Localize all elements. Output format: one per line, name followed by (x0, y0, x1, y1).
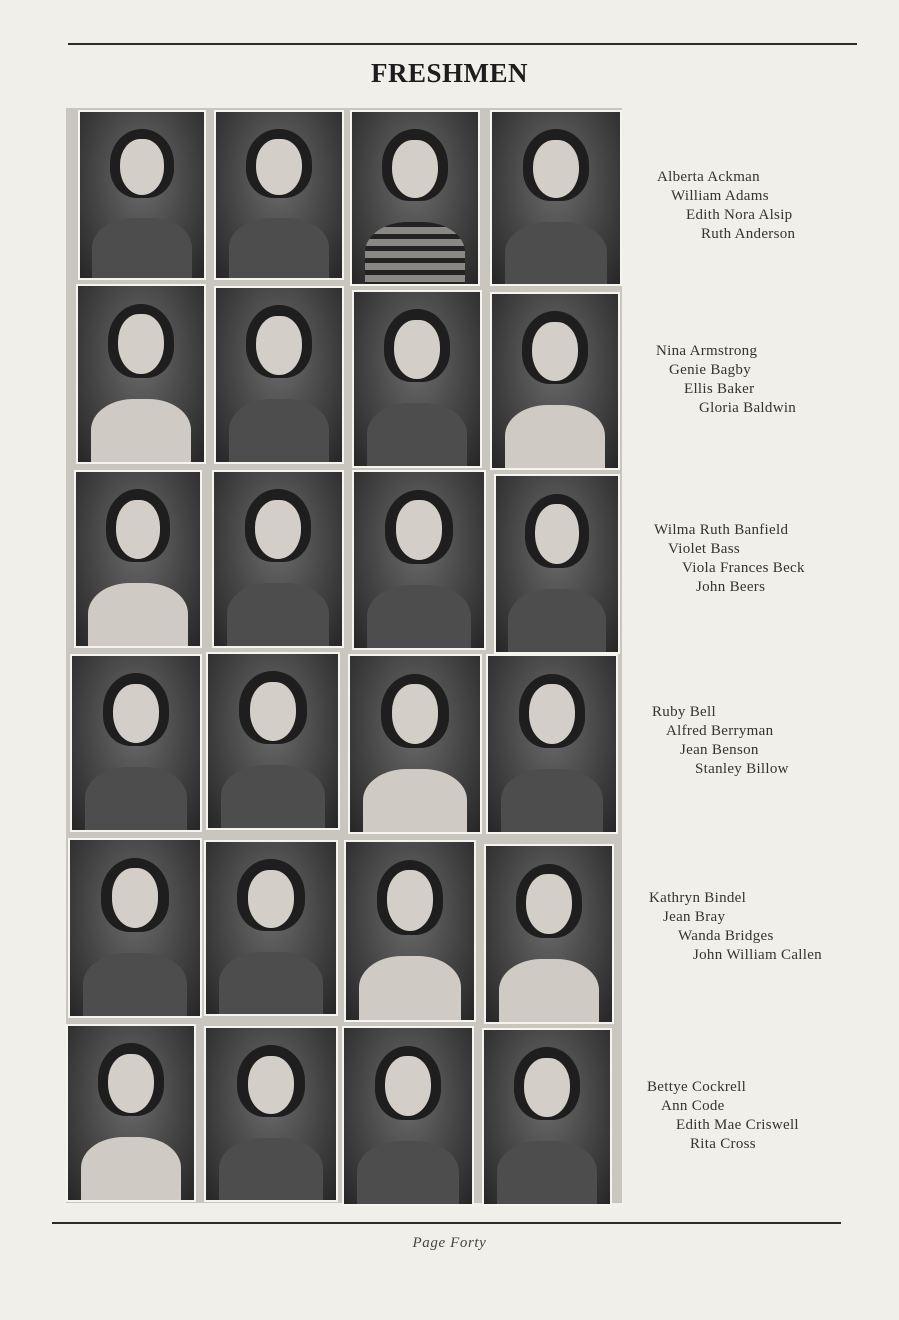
student-photo (216, 112, 342, 278)
student-name: Jean Bray (663, 909, 726, 925)
student-name: Wilma Ruth Banfield (654, 522, 789, 538)
student-photo (354, 292, 480, 466)
student-name: Kathryn Bindel (649, 890, 747, 906)
student-photo (486, 846, 612, 1022)
top-rule (68, 43, 857, 45)
student-name: Alfred Berryman (666, 723, 774, 739)
student-photo (214, 472, 342, 646)
student-name: Ann Code (661, 1098, 725, 1114)
student-photo (492, 294, 618, 468)
student-photo (72, 656, 200, 830)
student-name: Ellis Baker (684, 381, 755, 397)
student-photo (354, 472, 484, 648)
student-photo (206, 1028, 336, 1200)
student-photo (70, 840, 200, 1016)
name-group (652, 703, 789, 779)
name-group (654, 521, 805, 597)
student-photo (76, 472, 200, 646)
student-name: Nina Armstrong (656, 343, 758, 359)
name-group (647, 1078, 799, 1154)
student-name: Genie Bagby (669, 362, 752, 378)
student-name: William Adams (671, 188, 769, 204)
student-name: Edith Nora Alsip (686, 207, 793, 223)
student-photo (346, 842, 474, 1020)
student-photo (68, 1026, 194, 1200)
student-name: Edith Mae Criswell (676, 1117, 799, 1133)
student-photo (350, 656, 480, 832)
page-number: Page Forty (412, 1235, 487, 1251)
student-name: Stanley Billow (695, 761, 789, 777)
student-name: Ruby Bell (652, 704, 716, 720)
student-photo (352, 112, 478, 284)
student-name: Gloria Baldwin (699, 400, 797, 416)
student-photo (344, 1028, 472, 1204)
student-name: Rita Cross (690, 1136, 756, 1152)
student-name: Violet Bass (668, 541, 740, 557)
student-photo (492, 112, 620, 284)
student-name: Ruth Anderson (701, 226, 796, 242)
name-group (649, 889, 822, 965)
name-group (656, 342, 796, 418)
student-photo (78, 286, 204, 462)
student-name: John Beers (696, 579, 766, 595)
student-photo (496, 476, 618, 652)
student-name: Alberta Ackman (657, 169, 760, 185)
student-photo (206, 842, 336, 1014)
student-name: Bettye Cockrell (647, 1079, 747, 1095)
student-name: Jean Benson (680, 742, 759, 758)
student-photo (80, 112, 204, 278)
student-photo (208, 654, 338, 828)
name-group (657, 168, 795, 244)
student-photo (216, 288, 342, 462)
student-name: John William Callen (693, 947, 822, 963)
bottom-rule (52, 1222, 841, 1224)
student-photo (488, 656, 616, 832)
student-name: Viola Frances Beck (682, 560, 805, 576)
student-name: Wanda Bridges (678, 928, 774, 944)
page-title: FRESHMEN (370, 58, 528, 88)
student-photo (484, 1030, 610, 1204)
